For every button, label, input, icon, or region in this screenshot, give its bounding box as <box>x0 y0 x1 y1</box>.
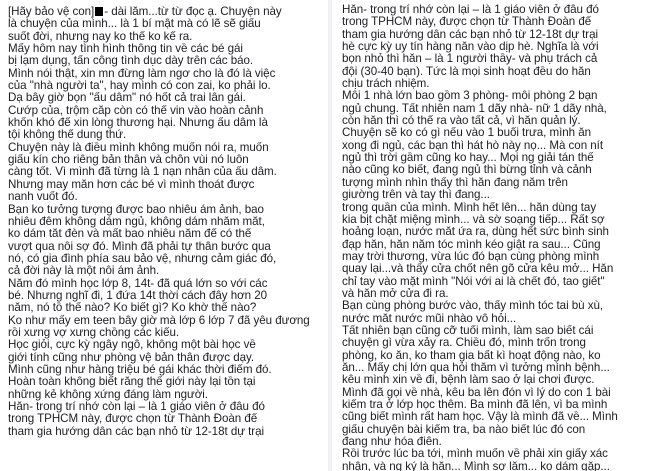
right-text-line: may trời thương, vừa lúc đó bạn cùng phòng mình <box>342 250 600 263</box>
right-text-line: Tất nhiên bạn cũng cỡ tuổi mình, làm sao biết cái <box>342 324 594 337</box>
right-text-line: đạp hắn, hắn nắm tóc mình kéo giật ra sau... Cũng <box>342 238 601 251</box>
post-text-left <box>8 6 322 438</box>
left-text-line: Cướp của, trộm cắp còn có thể vin vào hoàn cảnh <box>8 104 264 117</box>
right-text-line: kiểm tra ở lớp học thêm. Ba mình đã lên, vì ba mình <box>342 399 608 411</box>
left-text-line: nhiêu đêm không dám ngủ, không dám nhắm mắt, <box>8 215 265 228</box>
left-text-line: rồi xưng vợ xưng chồng các kiểu. <box>8 326 180 339</box>
left-text-line: bé. Nhưng nghĩ đi, 1 đứa 14t thời cách đây hơn 20 <box>8 289 268 302</box>
right-text-line: Rồi trước lúc ba tới, mình muốn về phải xin giấy xác <box>342 448 608 461</box>
left-text-line: Ko như mấy em teen bây giờ mà lớp 6 lớp 7 đã yêu đương <box>8 314 310 327</box>
left-text-line: tội không thể dung thứ. <box>8 129 127 142</box>
right-text-line: chỉ tay vào mặt mình "Nói với ai là chết đó, tao giết" <box>342 275 605 288</box>
left-text-line: bị lạm dụng, tấn công tình dục dày trên các báo. <box>8 55 254 68</box>
right-text-line: ăn... Mấy chị lớn qua hỏi thăm vì tưởng mình bệnh... <box>342 361 610 374</box>
left-text-line: nó, có gia đình phía sau bảo vệ, nhưng cảm giác đó, <box>8 252 277 265</box>
left-text-line: Mấy hôm nay tình hình thông tin về các bé gái <box>8 43 243 56</box>
right-text-line: trong quần của mình. Mình hết lên... hắn dùng tay <box>342 201 597 214</box>
left-text-line: nanh vuốt đó. <box>8 191 78 204</box>
left-text-line: ko dám tắt đèn và mất bao nhiêu năm để có thể <box>8 228 252 241</box>
right-text-line: ngủ thì trời gầm cũng ko hay... Mọi ng giải tán thế <box>342 152 594 165</box>
left-text-line: Năm đó mình học lớp 8, 14t- đã quá lớn so với các <box>8 277 268 290</box>
right-text-line: nào cũng ko biết, đang ngủ thì bừng tỉnh và cảnh <box>342 164 592 177</box>
right-text-line: chuyện gì vừa xảy ra. Chiều đó, mình trốn trong <box>342 337 586 350</box>
left-text-line: suốt đời, nhưng nay ko thể ko kể ra. <box>8 30 193 43</box>
right-text-line: chịu trách nhiệm. <box>342 78 430 91</box>
right-text-line: đang như hóa điên. <box>342 436 442 449</box>
right-text-line: giường trên và tay thì đang... <box>342 189 490 202</box>
right-text-line: Hắn- trong trí nhớ còn lại – là 1 giáo viên ở đâu đó <box>342 4 599 16</box>
right-text-line: kia bịt chặt miệng mình... và sờ soạng tiếp... Rất sợ <box>342 213 605 226</box>
right-text-line: và hắn mở cửa đi ra. <box>342 287 449 300</box>
left-text-line: của "nhà người ta", hay mình có con zai, ko phải lo. <box>8 80 271 93</box>
left-text-line: là chuyện của mình... là 1 bí mật mà có lẽ sẽ giấu <box>8 18 261 31</box>
right-text-line: hè cực kỳ uy tín hàng năn vào dịp hè. Nghĩa là với <box>342 41 599 54</box>
right-text-line: còn hắn thì có thể ra vào tất cả, vì hắn quản lý. <box>342 115 581 128</box>
left-text-line: Dạ bây giờ bọn "ấu dâm" nó hốt cả trai lẫn gái. <box>8 92 246 105</box>
right-text-line: hoảng loạn, nước mắt ứa ra, dùng hết sức bình sinh <box>342 226 609 239</box>
left-text-line: Mình nói thật, xin mn đừng làm ngơ cho là đó là việc <box>8 67 276 80</box>
left-text-line: năm, nó tồ thế nào? Ko biết gì? Ko khờ thế nào? <box>8 302 257 315</box>
right-text-line: ngủ chung. Tất nhiên nam 1 dãy nhà- nữ 1 dãy nhà, <box>342 102 607 115</box>
right-text-line: Chuyện sẽ ko có gì nếu vào 1 buổi trưa, mình ăn <box>342 127 592 140</box>
right-text-line: quay lại...và thấy cửa chốt nên gõ cửa kêu mở... Hắn <box>342 263 614 276</box>
left-text-line: Học giỏi, cực kỳ ngây ngô, không một bài học về <box>8 339 256 352</box>
panel-divider <box>328 0 332 471</box>
right-text-line: tượng mình nhìn thấy thì hắn đang nằm trên <box>342 176 568 189</box>
redaction-mark <box>95 7 103 16</box>
right-text-line: trong TPHCM này, được chọn từ Thành Đoàn để <box>342 16 592 29</box>
left-text-line: [Hãy bảo vệ con] - dài lắm...từ từ đọc ạ. Chuyện này <box>8 6 282 18</box>
left-text-line: Mình cũng như hàng triệu bé gái khác thời điểm đó. <box>8 363 272 376</box>
right-text-line: Mỗi 1 nhà lớn bao gồm 3 phòng- mỗi phòng 2 bạn <box>342 90 598 103</box>
left-text-line: cả đời này là một nỗi ám ảnh. <box>8 265 160 278</box>
left-text-line: Nhưng may mắn hơn các bé vì mình thoát được <box>8 178 255 191</box>
left-text-line: càng tốt. Vì mình đã từng là 1 nạn nhân của ấu dâm. <box>8 166 277 179</box>
right-text-line: kêu mình xin về đi, bệnh làm sao ở lại chơi được. <box>342 374 595 387</box>
right-text-line: phòng, ko ăn, ko tham gia bất kì hoạt động nào, ko <box>342 349 601 362</box>
left-text-line: giấu kín cho riêng bản thân và chôn vùi nó luôn <box>8 154 249 167</box>
right-text-line: bọn nhỏ thì hắn – là 1 người thầy- và phụ trách cả <box>342 53 598 66</box>
right-text-line: Bạn cùng phòng bước vào, thấy mình tóc tai bù xù, <box>342 300 604 313</box>
post-text-right <box>342 4 656 471</box>
right-text-line: xong đi ngủ, các bạn thì hát hò này nọ... Mà con nít <box>342 139 604 152</box>
right-text-line: nước mắt nước mũi nhào vô hỏi... <box>342 312 517 325</box>
right-text-line: đội (30-40 bạn). Tức là mọi sinh hoạt đều do hắn <box>342 65 591 78</box>
right-text-line: cũng biết mình rất ham học. Vậy là mình đã về... Mình <box>342 411 618 424</box>
left-text-line: trong TPHCM này, được chọn từ Thành Đoàn để <box>8 413 258 426</box>
right-text-line: Mình đã gọi về nhà, kêu ba lên đón vì lý do con 1 bài <box>342 386 611 399</box>
left-text-line: giới tính cũng như phòng vệ bản thân được dạy. <box>8 351 255 364</box>
left-text-line: những kẻ không xứng đáng làm người. <box>8 388 208 401</box>
left-text-line: vượt qua nỗi sợ đó. Mình đã phải tự thân bước qua <box>8 240 271 253</box>
left-text-line: Hoàn toàn không biết rằng thế giới này lại tồn tại <box>8 376 256 389</box>
left-text-line: Chuyện này là điều mình không muốn nói ra, muốn <box>8 141 269 154</box>
left-text-line: Hắn- trong trí nhớ còn lại – là 1 giáo viên ở đâu đó <box>8 401 265 413</box>
post-panel-left <box>0 0 326 471</box>
left-text-line: khốn khó để xin lòng thương hại. Nhưng ấu dâm là <box>8 117 268 130</box>
left-text-line: tham gia hướng dẫn các bạn nhỏ từ 12-18t dự trại <box>8 425 265 438</box>
right-text-line: giấu chuyện bài kiểm tra, ba nào biết lúc đó con <box>342 423 586 436</box>
left-text-line: Bạn ko tưởng tượng được bao nhiêu ám ảnh, bao <box>8 203 264 216</box>
post-panel-right <box>334 0 660 471</box>
right-text-line: tham gia hướng dẫn các bạn nhỏ từ 12-18t dự trại <box>342 28 599 41</box>
right-text-line: nhận, và ng ký là hắn... Mình sợ lắm... ko dám gặp... <box>342 460 610 471</box>
